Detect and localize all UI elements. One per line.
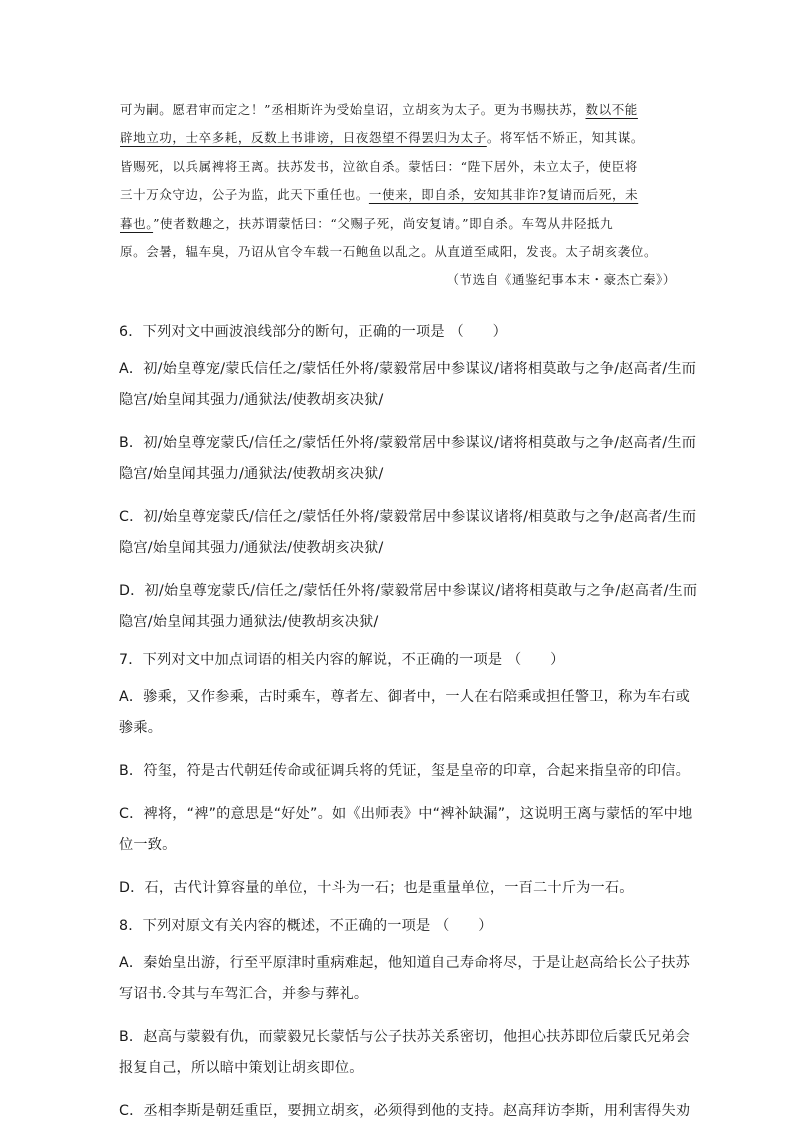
passage-segment-underlined: 暮也。	[120, 215, 154, 231]
option-c	[119, 799, 693, 861]
option-line: 隐宫/始皇闻其强力/通狱法/使教胡亥决狱/	[119, 540, 384, 556]
question-8	[119, 916, 691, 1127]
passage-segment-underlined: 数以不能	[585, 102, 638, 117]
option-line: B．初/始皇尊宠蒙氏/信任之/蒙恬任外将/蒙毅常居中参谋议/诸将相莫敢与之争/赵高者/生而	[119, 435, 697, 451]
option-c	[119, 1096, 691, 1127]
question-7	[119, 650, 693, 904]
option-d	[119, 873, 679, 904]
question-title: 7．下列对文中加点词语的相关内容的解说，不正确的一项是 （ ）	[119, 652, 565, 668]
option-b	[119, 1022, 691, 1084]
passage-source: （节选自《通鉴纪事本末・豪杰亡秦》）	[446, 272, 676, 288]
option-line: 隐宫/始皇闻其强力/通狱法/使教胡亥决狱/	[119, 466, 384, 482]
option-line: 隐宫/始皇闻其强力/通狱法/使教胡亥决狱/	[119, 392, 384, 408]
option-line: 位一致。	[119, 837, 177, 853]
option-d	[119, 576, 698, 638]
question-6	[119, 322, 698, 638]
option-a	[119, 354, 697, 416]
passage-segment: 三十万众守边，公子为监，此天下重任也。	[120, 187, 369, 203]
option-line: A．初/始皇尊宠/蒙氏信任之/蒙恬任外将/蒙毅常居中参谋议/诸将相莫敢与之争/赵高者/生而	[119, 361, 697, 377]
option-a	[119, 682, 691, 744]
passage-segment: 皆赐死，以兵属裨将王离。扶苏发书，泣欲自杀。蒙恬曰：“陛下居外，未立太子，使臣将	[120, 158, 638, 174]
option-line: C．初/始皇尊宠蒙氏/信任之/蒙恬任外将/蒙毅常居中参谋议诸将/相莫敢与之争/赵高者/生而	[119, 509, 697, 525]
passage-line	[120, 238, 680, 266]
option-line: B．赵高与蒙毅有仇，而蒙毅兄长蒙恬与公子扶苏关系密切，他担心扶苏即位后蒙氏兄弟会	[119, 1029, 691, 1045]
option-line: B．符玺，符是古代朝廷传命或征调兵将的凭证，玺是皇帝的印章，合起来指皇帝的印信。	[119, 763, 691, 779]
option-b	[119, 428, 697, 490]
passage-segment-underlined: 一使来，即自杀，安知其非诈?复请而后死，未	[368, 187, 639, 203]
option-b	[119, 756, 691, 787]
option-line: A．秦始皇出游，行至平原津时重病难起，他知道自己寿命将尽，于是让赵高给长公子扶苏	[119, 955, 691, 971]
option-c	[119, 502, 697, 564]
passage-segment: 原。会暑，辒车臭，乃诏从官令车载一石鲍鱼以乱之。从直道至咸阳，发丧。太子胡亥袭位。	[120, 244, 658, 260]
passage-line	[120, 153, 680, 181]
option-line: C．裨将，“裨”的意思是“好处”。如《出师表》中“裨补缺漏”，这说明王离与蒙恬的军中地	[119, 806, 693, 822]
option-line: 骖乘。	[119, 720, 163, 736]
passage-segment: ”使者数趣之，扶苏谓蒙恬曰：“父赐子死，尚安复请。”即自杀。车驾从井陉抵九	[153, 215, 614, 231]
option-line: D．石，古代计算容量的单位，十斗为一石；也是重量单位，一百二十斤为一石。	[119, 880, 634, 896]
passage-segment: 可为嗣。愿君审而定之！”丞相斯许为受始皇诏，立胡亥为太子。更为书赐扶苏，	[120, 102, 586, 117]
option-line: D．初/始皇尊宠蒙氏/信任之/蒙恬任外将/蒙毅常居中参谋议/诸将相莫敢与之争/赵高者/生而	[119, 583, 698, 599]
questions	[119, 322, 698, 1139]
option-line: 写诏书.令其与车驾汇合，并参与葬礼。	[119, 986, 369, 1002]
passage-segment: 。将军恬不矫正，知其谋。	[486, 130, 645, 146]
option-line: A．骖乘，又作参乘，古时乘车，尊者左、御者中，一人在右陪乘或担任警卫，称为车右或	[119, 689, 691, 705]
option-line: C．丞相李斯是朝廷重臣，要拥立胡亥，必须得到他的支持。赵高拜访李斯，用利害得失劝	[119, 1103, 691, 1119]
option-a	[119, 948, 691, 1010]
option-line: 隐宫/始皇闻其强力通狱法/使教胡亥决狱/	[119, 614, 379, 630]
option-line: 报复自己，所以暗中策划让胡亥即位。	[119, 1060, 364, 1076]
passage-line	[120, 210, 680, 238]
passage-line	[120, 96, 680, 124]
passage-line	[120, 124, 680, 152]
passage-line	[120, 181, 680, 209]
question-title: 8．下列对原文有关内容的概述，不正确的一项是 （ ）	[119, 918, 493, 934]
passage	[120, 96, 680, 295]
question-title: 6．下列对文中画波浪线部分的断句，正确的一项是 （ ）	[119, 324, 508, 340]
passage-segment-underlined: 辟地立功，士卒多耗，反数上书诽谤，日夜怨望不得罢归为太子	[120, 130, 487, 146]
